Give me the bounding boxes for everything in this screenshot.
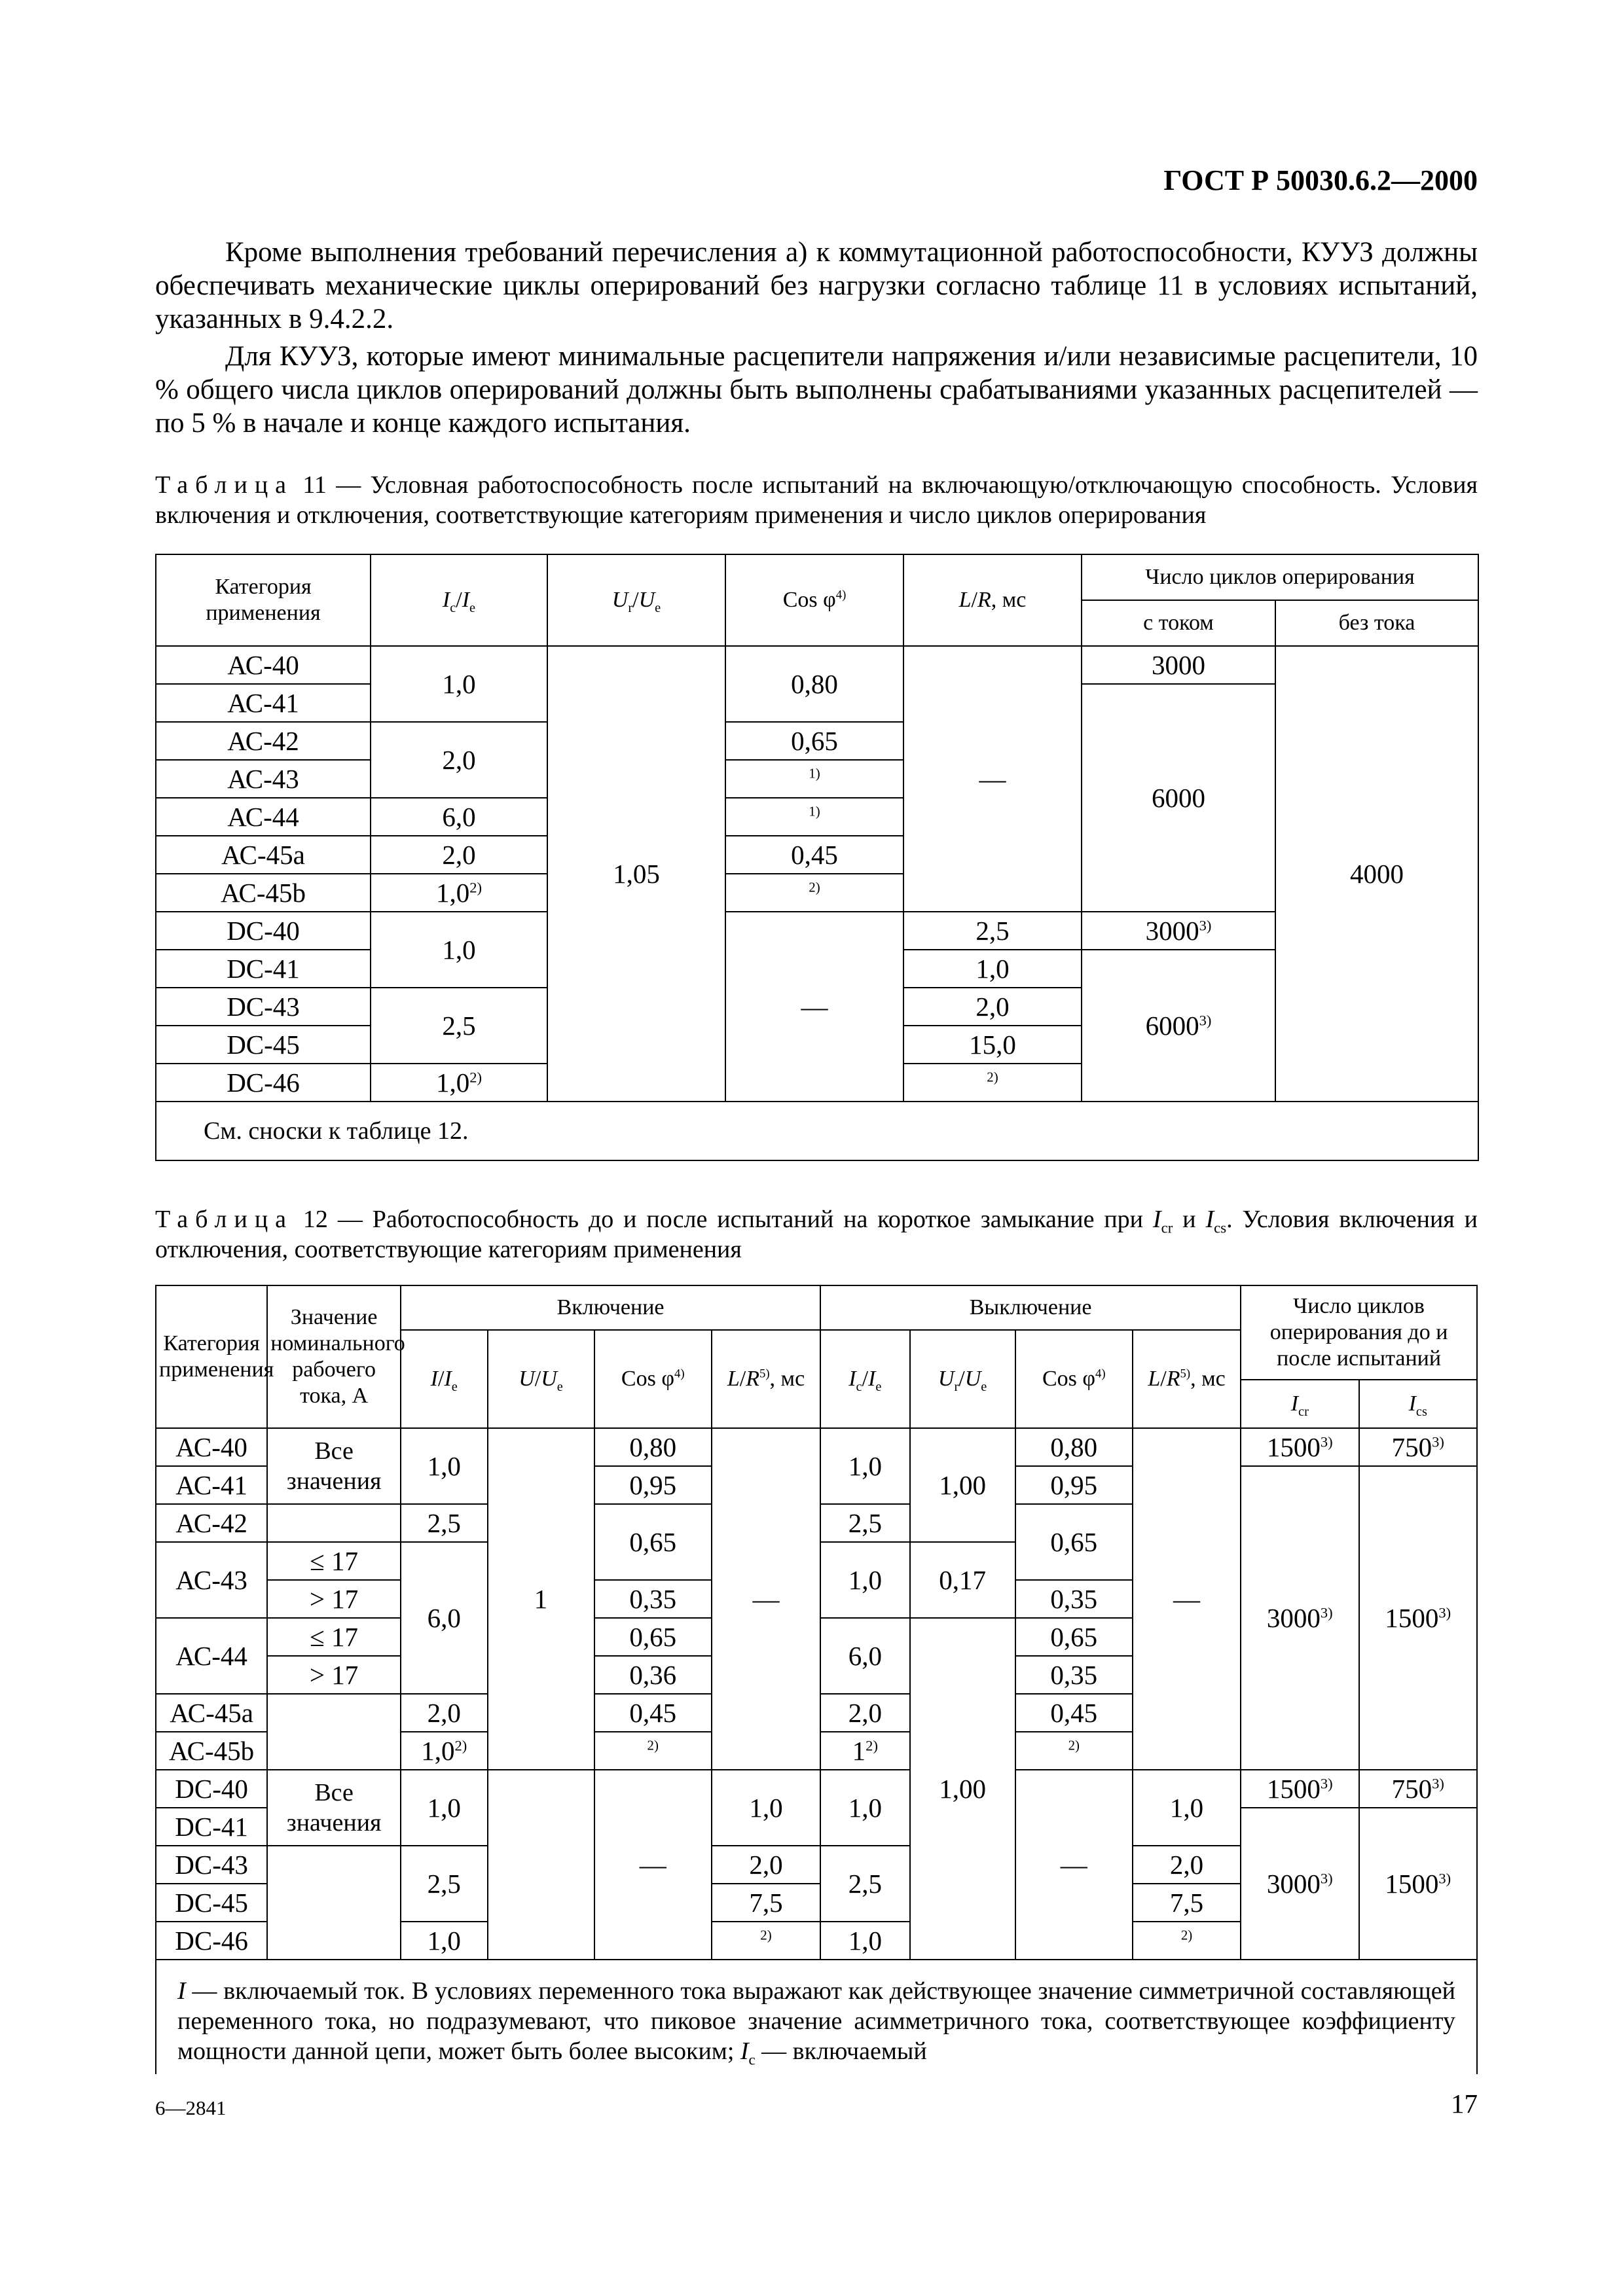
t11-category: АС-41 xyxy=(156,684,371,722)
t12-ics-value: 1500$^{3)}$ xyxy=(1359,1466,1478,1770)
t11-lr-footnote-ref: 2) xyxy=(903,1064,1082,1102)
t11-header-ic-ie: $I_c/I_e$ xyxy=(371,554,547,646)
t11-category: АС-44 xyxy=(156,798,371,836)
t12-off-lr-footnote-ref: 2) xyxy=(1133,1922,1241,1960)
t12-off-cos: 0,65 xyxy=(1015,1504,1133,1580)
t11-lr-value: 2,5 xyxy=(903,912,1082,950)
t12-category: DC-46 xyxy=(156,1922,267,1960)
t12-category: DC-40 xyxy=(156,1770,267,1808)
t12-rated-current: ≤ 17 xyxy=(267,1542,401,1580)
t11-header-ur-ue: $U_r/U_e$ xyxy=(547,554,725,646)
t11-note: См. сноски к таблице 12. xyxy=(156,1102,1478,1160)
t12-on-i: 1,0 xyxy=(401,1428,487,1504)
t12-on-u: 1 xyxy=(488,1428,594,1770)
t11-with-current-value: 3000$^{3)}$ xyxy=(1082,912,1275,950)
t11-category: DC-40 xyxy=(156,912,371,950)
table12-caption-text-a: 12 — Работоспособность до и после испытаний на короткое замыкание при xyxy=(293,1206,1153,1233)
t12-icr-value: 3000$^{3)}$ xyxy=(1241,1808,1359,1960)
t12-rated-current-blank xyxy=(267,1846,401,1960)
table12-caption: Таблица 12 — Работоспособность до и после испытаний на короткое замыкание при $I_{cr}$ и $I_{cs}$. Условия включения и отключения, соответствующие категориям применения xyxy=(155,1206,1478,1263)
t11-cos-value: — xyxy=(725,912,903,1102)
t12-off-cos: 0,35 xyxy=(1015,1580,1133,1618)
t12-off-i: 1,0 xyxy=(820,1770,910,1846)
t12-on-i: 2,5 xyxy=(401,1846,487,1922)
t11-lr-value: 1,0 xyxy=(903,950,1082,988)
t12-off-i: 2,5 xyxy=(820,1846,910,1922)
t11-ur-value: 1,05 xyxy=(547,646,725,1102)
t12-on-i: 2,5 xyxy=(401,1504,487,1542)
t11-ic-value: 1,0$^{2)}$ xyxy=(371,874,547,912)
t12-on-i: 1,0 xyxy=(401,1922,487,1960)
t12-category: АС-41 xyxy=(156,1466,267,1504)
t12-header-off-ur-ue: $U_r/U_e$ xyxy=(910,1330,1015,1428)
t12-ics-value: 750$^{3)}$ xyxy=(1359,1770,1478,1808)
t12-rated-current: > 17 xyxy=(267,1580,401,1618)
t11-ic-value: 2,0 xyxy=(371,836,547,874)
t12-on-i: 2,0 xyxy=(401,1694,487,1732)
t12-rated-current: Все значения xyxy=(267,1428,401,1504)
t12-header-cycles: Число циклов оперирования до и после испытаний xyxy=(1241,1285,1477,1380)
t11-lr-value: — xyxy=(903,646,1082,912)
t12-category: DC-41 xyxy=(156,1808,267,1846)
t11-cos-footnote-ref: 1) xyxy=(725,760,903,798)
footer-print-code: 6—2841 xyxy=(155,2096,227,2119)
t12-on-cos: — xyxy=(594,1770,712,1960)
t12-header-off-ic-ie: $I_c/I_e$ xyxy=(820,1330,910,1428)
t12-header-icr: $I_{cr}$ xyxy=(1241,1380,1359,1428)
t12-on-cos: 0,65 xyxy=(594,1618,712,1656)
t11-category: АС-45а xyxy=(156,836,371,874)
t12-off-cos-footnote-ref: 2) xyxy=(1015,1732,1133,1770)
t12-on-cos: 0,65 xyxy=(594,1504,712,1580)
t12-on-cos: 0,35 xyxy=(594,1580,712,1618)
t11-ic-value: 2,5 xyxy=(371,988,547,1064)
t12-on-u-blank xyxy=(488,1770,594,1960)
t11-header-with-current: с током xyxy=(1082,600,1275,646)
t12-off-i: 6,0 xyxy=(820,1618,910,1694)
table-11 xyxy=(155,554,1479,1161)
t12-icr-value: 1500$^{3)}$ xyxy=(1241,1428,1359,1466)
t11-header-cos: Cos $\varphi^{4)}$ xyxy=(725,554,903,646)
t11-ic-value: 1,0 xyxy=(371,646,547,722)
t12-header-category: Категория применения xyxy=(156,1285,267,1428)
t12-on-i: 6,0 xyxy=(401,1542,487,1694)
t11-category: АС-43 xyxy=(156,760,371,798)
t12-rated-current: Все значения xyxy=(267,1770,401,1846)
t11-ic-value: 6,0 xyxy=(371,798,547,836)
t11-cos-value: 0,80 xyxy=(725,646,903,722)
table12-caption-text-c: . Условия включения и отключения, соответствующие категориям применения xyxy=(155,1206,1478,1263)
t12-icr-value: 1500$^{3)}$ xyxy=(1241,1770,1359,1808)
t12-header-on-u-ue: $U/U_e$ xyxy=(488,1330,594,1428)
t12-rated-current-blank xyxy=(267,1694,401,1770)
t12-off-u: 1,00 xyxy=(910,1618,1015,1960)
t12-category: АС-40 xyxy=(156,1428,267,1466)
t12-off-i: 1$^{2)}$ xyxy=(820,1732,910,1770)
t11-category: АС-42 xyxy=(156,722,371,760)
t12-header-off-lr: $L/R^{5)}$, мс xyxy=(1133,1330,1241,1428)
t12-off-cos: 0,45 xyxy=(1015,1694,1133,1732)
t12-header-off-cos: Cos $\varphi^{4)}$ xyxy=(1015,1330,1133,1428)
t12-off-cos: 0,80 xyxy=(1015,1428,1133,1466)
t12-off-i: 2,5 xyxy=(820,1504,910,1542)
table-12 xyxy=(155,1285,1478,2074)
t12-on-lr: 7,5 xyxy=(712,1884,820,1922)
document-standard-id: ГОСТ Р 50030.6.2—2000 xyxy=(1163,164,1478,196)
table11-caption-text: 11 — Условная работоспособность после испытаний на включающую/отключающую способность. Условия включения и отключения, соответствующие категориям применения и число циклов оперирования xyxy=(155,471,1478,529)
t11-cos-footnote-ref: 2) xyxy=(725,874,903,912)
t12-header-on-i-ie: $I/I_e$ xyxy=(401,1330,487,1428)
t12-icr-value: 3000$^{3)}$ xyxy=(1241,1466,1359,1770)
t12-on-cos: 0,95 xyxy=(594,1466,712,1504)
t12-header-ics: $I_{cs}$ xyxy=(1359,1380,1478,1428)
table11-caption-word: Таблица xyxy=(155,471,294,499)
t12-on-lr-footnote-ref: 2) xyxy=(712,1922,820,1960)
t12-on-lr: — xyxy=(712,1428,820,1770)
t12-off-i: 1,0 xyxy=(820,1922,910,1960)
intro-paragraph-2: Для КУУЗ, которые имеют минимальные расцепители напряжения и/или независимые расцепители, 10 % общего числа циклов оперирований должны быть выполнены срабатываниями указанных расцепителей — по 5 % в начале и конце каждого испытания. xyxy=(155,341,1478,439)
t12-off-i: 1,0 xyxy=(820,1542,910,1618)
table12-caption-word: Таблица xyxy=(155,1206,294,1233)
t11-without-current-value: 4000 xyxy=(1275,646,1478,1102)
t12-header-on-cos: Cos $\varphi^{4)}$ xyxy=(594,1330,712,1428)
t11-with-current-value: 6000 xyxy=(1082,684,1275,912)
t11-ic-value: 2,0 xyxy=(371,722,547,798)
table12-caption-text-b: и xyxy=(1173,1206,1206,1233)
t12-ics-value: 1500$^{3)}$ xyxy=(1359,1808,1478,1960)
t12-off-cos: 0,95 xyxy=(1015,1466,1133,1504)
t11-category: DC-46 xyxy=(156,1064,371,1102)
t12-on-i: 1,0$^{2)}$ xyxy=(401,1732,487,1770)
t11-category: DC-43 xyxy=(156,988,371,1026)
t11-cos-value: 0,45 xyxy=(725,836,903,874)
t12-rated-current-blank xyxy=(267,1504,401,1542)
t11-lr-value: 15,0 xyxy=(903,1026,1082,1064)
t12-rated-current: > 17 xyxy=(267,1656,401,1694)
t11-header-cycles: Число циклов оперирования xyxy=(1082,554,1478,600)
intro-paragraph-1: Кроме выполнения требований перечисления а) к коммутационной работоспособности, КУУЗ должны обеспечивать механические циклы оперирований без нагрузки согласно таблице 11 в условиях испытаний, указанных в 9.4.2.2. xyxy=(155,237,1478,334)
t12-rated-current: ≤ 17 xyxy=(267,1618,401,1656)
t12-category: АС-45а xyxy=(156,1694,267,1732)
t12-category: DC-45 xyxy=(156,1884,267,1922)
t12-off-lr: 1,0 xyxy=(1133,1770,1241,1846)
t11-ic-value: 1,0 xyxy=(371,912,547,988)
t12-header-make: Включение xyxy=(401,1285,820,1330)
t12-on-lr: 2,0 xyxy=(712,1846,820,1884)
t12-on-cos: 0,45 xyxy=(594,1694,712,1732)
t11-ic-value: 1,0$^{2)}$ xyxy=(371,1064,547,1102)
t12-header-on-lr: $L/R^{5)}$, мс xyxy=(712,1330,820,1428)
t11-category: АС-40 xyxy=(156,646,371,684)
t11-cos-value: 0,65 xyxy=(725,722,903,760)
t12-on-lr: 1,0 xyxy=(712,1770,820,1846)
t12-on-cos: 0,80 xyxy=(594,1428,712,1466)
t12-off-cos: 0,35 xyxy=(1015,1656,1133,1694)
page-number: 17 xyxy=(1451,2089,1478,2119)
t11-category: АС-45b xyxy=(156,874,371,912)
t12-category: DC-43 xyxy=(156,1846,267,1884)
t12-off-i: 1,0 xyxy=(820,1428,910,1504)
t12-category: АС-43 xyxy=(156,1542,267,1618)
t12-off-u: 0,17 xyxy=(910,1542,1015,1618)
t11-lr-value: 2,0 xyxy=(903,988,1082,1026)
table11-caption xyxy=(155,470,1478,530)
t12-footnote: I — включаемый ток. В условиях переменного тока выражают как действующее значение симметричной составляющей переменного тока, но подразумевают, что пиковое значение асимметричного тока, соответствующее коэффициенту мощности данной цепи, может быть более высоким; $I_c$ — включаемый xyxy=(156,1960,1477,2074)
t12-off-lr: 7,5 xyxy=(1133,1884,1241,1922)
t12-ics-value: 750$^{3)}$ xyxy=(1359,1428,1478,1466)
t12-category: АС-44 xyxy=(156,1618,267,1694)
t11-header-category: Категория применения xyxy=(156,554,371,646)
t12-on-i: 1,0 xyxy=(401,1770,487,1846)
t11-cos-footnote-ref: 1) xyxy=(725,798,903,836)
t12-header-rated-current: Значение номинального рабочего тока, А xyxy=(267,1285,401,1428)
t12-category: АС-42 xyxy=(156,1504,267,1542)
t12-off-cos: — xyxy=(1015,1770,1133,1960)
t12-header-break: Выключение xyxy=(820,1285,1241,1330)
t12-on-cos: 0,36 xyxy=(594,1656,712,1694)
t11-with-current-value: 6000$^{3)}$ xyxy=(1082,950,1275,1102)
t12-off-i: 2,0 xyxy=(820,1694,910,1732)
t11-with-current-value: 3000 xyxy=(1082,646,1275,684)
t11-header-without-current: без тока xyxy=(1275,600,1478,646)
t12-off-cos: 0,65 xyxy=(1015,1618,1133,1656)
t11-header-lr: L/R, мс xyxy=(903,554,1082,646)
intro-text xyxy=(155,236,1478,444)
t12-off-u: 1,00 xyxy=(910,1428,1015,1542)
t11-category: DC-41 xyxy=(156,950,371,988)
t12-off-lr: 2,0 xyxy=(1133,1846,1241,1884)
t12-on-cos-footnote-ref: 2) xyxy=(594,1732,712,1770)
t12-category: АС-45b xyxy=(156,1732,267,1770)
t12-off-lr: — xyxy=(1133,1428,1241,1770)
t11-category: DC-45 xyxy=(156,1026,371,1064)
